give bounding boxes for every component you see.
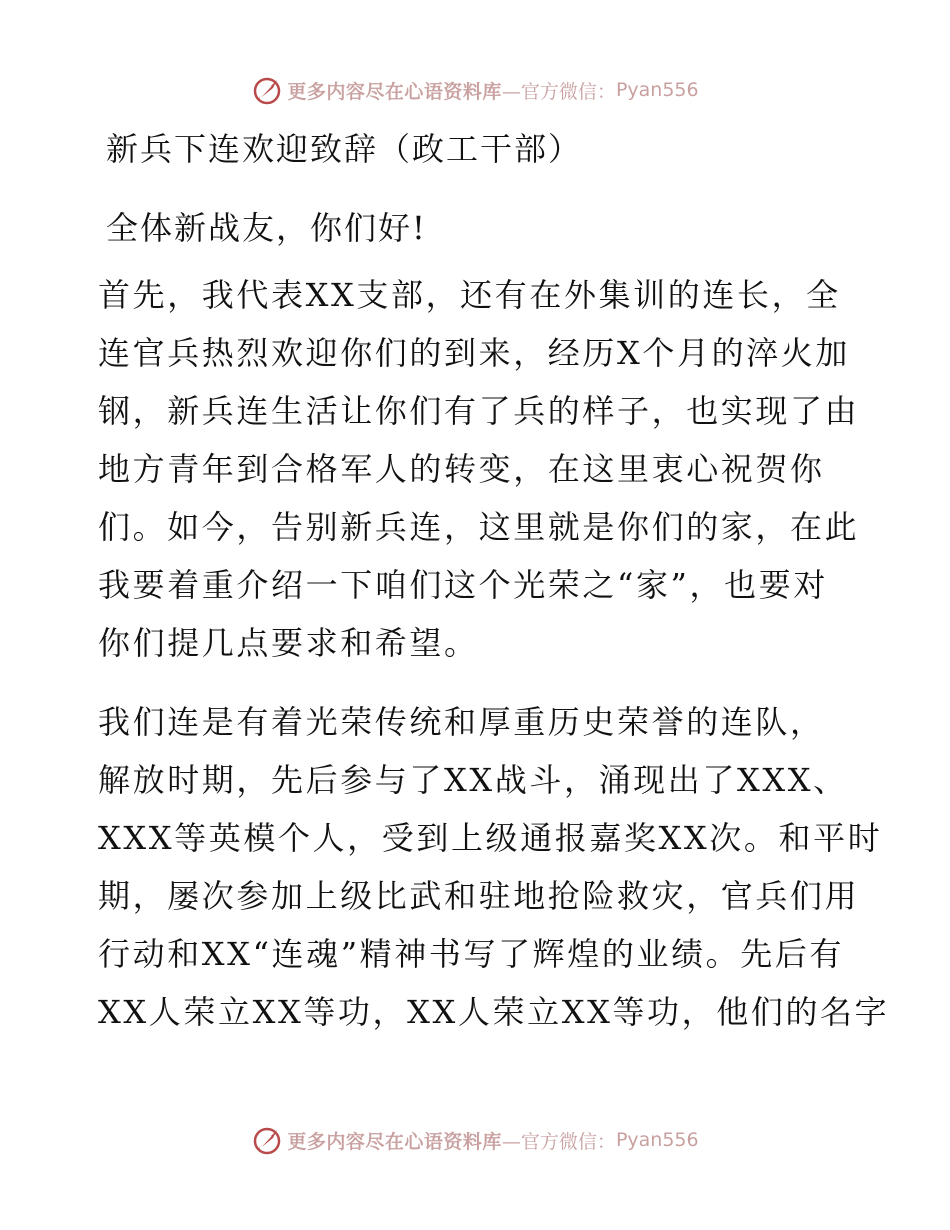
paragraph-line: 们。如今，告别新兵连，这里就是你们的家，在此 [98, 508, 860, 546]
quill-logo-icon [251, 74, 283, 106]
header-banner-text: 更多内容尽在心语资料库 [287, 80, 502, 103]
paragraph-line: 行动和XX“连魂”精神书写了辉煌的业绩。先后有 [98, 935, 845, 973]
quill-logo-icon [251, 1124, 283, 1156]
paragraph-line: 钢，新兵连生活让你们有了兵的样子，也实现了由 [98, 392, 860, 430]
paragraph-line: XXX等英模个人，受到上级通报嘉奖XX次。和平时 [98, 819, 883, 857]
greeting: 全体新战友，你们好! [106, 209, 427, 247]
footer-banner [0, 1122, 950, 1158]
paragraph-line: 我要着重介绍一下咱们这个光荣之“家”，也要对 [98, 566, 828, 604]
paragraph-1 [98, 266, 868, 672]
header-banner [0, 72, 950, 108]
header-banner-id: Pyan556 [615, 79, 699, 101]
footer-banner-id: Pyan556 [615, 1129, 699, 1151]
paragraph-line: 地方青年到合格军人的转变，在这里衷心祝贺你 [98, 450, 825, 488]
paragraph-line: 连官兵热烈欢迎你们的到来，经历X个月的淬火加 [98, 334, 850, 372]
paragraph-line: 首先，我代表XX支部，还有在外集训的连长，全 [98, 276, 841, 314]
paragraph-line: 期，屡次参加上级比武和驻地抢险救灾，官兵们用 [98, 877, 860, 915]
paragraph-line: 你们提几点要求和希望。 [98, 624, 479, 662]
document-title: 新兵下连欢迎致辞（政工干部） [106, 130, 583, 168]
paragraph-line: XX人荣立XX等功，XX人荣立XX等功，他们的名字 [98, 993, 890, 1031]
paragraph-line: 我们连是有着光荣传统和厚重历史荣誉的连队， [98, 703, 825, 741]
footer-banner-label: —官方微信： [501, 1130, 616, 1153]
paragraph-line: 解放时期，先后参与了XX战斗，涌现出了XXX、 [98, 761, 848, 799]
header-banner-label: —官方微信： [501, 80, 616, 103]
footer-banner-text: 更多内容尽在心语资料库 [287, 1130, 502, 1153]
paragraph-2 [98, 693, 890, 1041]
